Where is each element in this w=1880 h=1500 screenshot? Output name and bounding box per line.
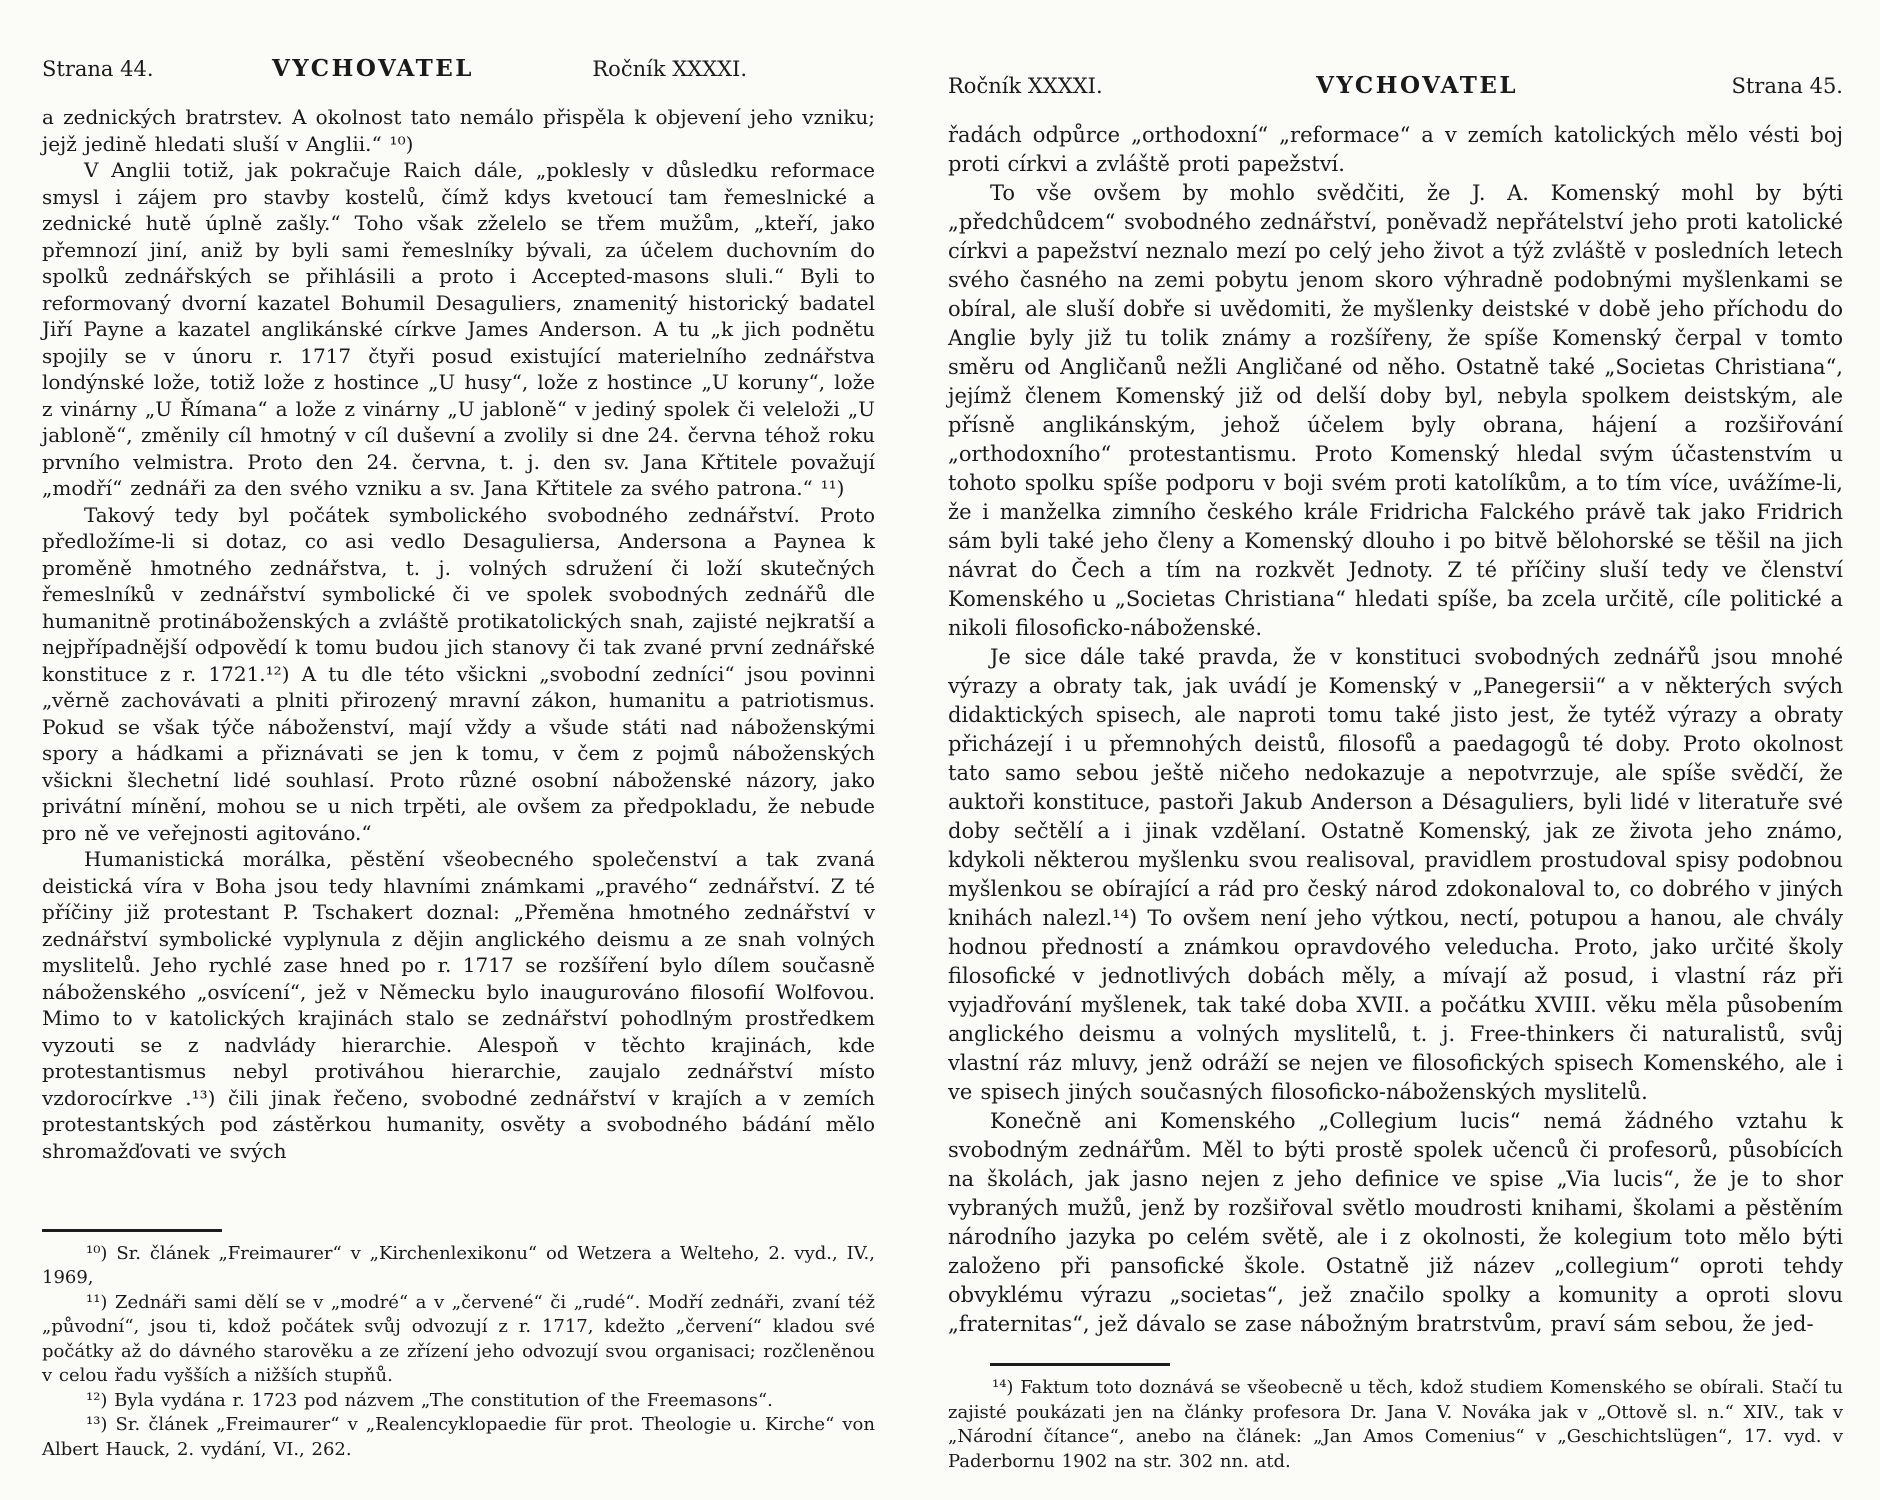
page-left-body (42, 104, 875, 1164)
page-left-header (42, 55, 747, 82)
paragraph: Takový tedy byl počátek symbolického svobodného zednářství. Proto předložíme-li si dotaz, co asi vedlo Desaguliersa, Andersona a Paynea k proměně hmotného zednářstva, t. j. volných sdružení či loží skutečných řemeslníků v zednářství symbolické či ve spolek svobodných zednářů dle humanitně protináboženských a zvláště protikatolických snah, zajisté nejkratší a nejpřípadnější odpovědí k tomu budou jich stanovy či tak zvané první zednářské konstituce z r. 1721.¹²) A tu dle této všickni „svobodní zedníci“ jsou povinni „věrně zachovávati a plniti přirozený mravní zákon, humanitu a patriotismus. Pokud se však týče náboženství, mají vždy a všude státi nad náboženskými spory a hádkami a přiznávati se jen k tomu, v čem z pojmů náboženských všickni šlechetní lidé souhlasí. Proto různé osobní náboženské názory, jako privátní mínění, mohou se u nich trpěti, ale ovšem za předpokladu, že nebude pro ně ve veřejnosti agitováno.“ (42, 502, 875, 845)
paragraph: V Anglii totiž, jak pokračuje Raich dále, „poklesly v důsledku reformace smysl i zájem pro stavby kostelů, čímž kdys kvetoucí tam řemeslnické a zednické hutě úplně zašly.“ Toho však zželelo se třem mužům, „kteří, jako přemnozí jiní, aniž by byli sami řemeslníky bývali, za účelem duchovním do spolků zednářských se přihlásili a proto i Accepted-masons sluli.“ Byli to reformovaný dvorní kazatel Bohumil Desaguliers, znamenitý historický badatel Jiří Payne a kazatel anglikánské církve James Anderson. A tu „k jich podnětu spojily se v únoru r. 1717 čtyři posud existující materielního zednářstva londýnské lože, totiž lože z hostince „U husy“, lože z hostince „U koruny“, lože z vinárny „U Římana“ a lože z vinárny „U jabloně“ v jediný spolek či veleloži „U jabloně“, změnily cíl hmotný v cíl duševní a zvolily si dne 24. června téhož roku prvního velmistra. Proto den 24. června, t. j. den sv. Jana Křtitele považují „modří“ zednáři za den svého vzniku a sv. Jana Křtitele za svého patrona.“ ¹¹) (42, 158, 875, 500)
page-right-footer (948, 1363, 1843, 1474)
paragraph: To vše ovšem by mohlo svědčiti, že J. A. Komenský mohl by býti „předchůdcem“ svobodného zednářství, poněvadž nepřátelství jeho proti katolické církvi a papežství neznalo mezí po celý jeho život a týž zvláště v posledních letech svého časného na zemi pobytu jenom skoro výhradně podobnými myšlenkami se obíral, ale sluší dobře si uvědomiti, že myšlenky deistské v době jeho příchodu do Anglie byly již tu tolik známy a rozšířeny, že spíše Komenský čerpal v tomto směru od Angličanů nežli Angličané od něho. Ostatně také „Societas Christiana“, jejímž členem Komenský již od delší doby byl, nebyla spolkem deistským, ale přísně anglikánským, jehož účelem byly obrana, hájení a rozšiřování „orthodoxního“ protestantismu. Proto Komenský hledal svým účastenstvím u tohoto spolku spíše podporu v boji svém proti katolíkům, a to tím více, uvážíme-li, že i manželka zimního českého krále Fridricha Falckého právě tak jako Fridrich sám byli také jeho členy a Komenský dlouho i po bitvě bělohorské se těšil na jich návrat do Čech a tím na rozkvět Jednoty. Z té příčiny sluší tedy ve členství Komenského u „Societas Christiana“ hledati spíše, ba zcela určitě, cíle politické a nikoli filosoficko-náboženské. (948, 181, 1843, 640)
page-right-footnotes (948, 1376, 1843, 1474)
page-left (42, 55, 875, 1470)
page-right (948, 72, 1843, 1482)
page-left-footer (42, 1229, 875, 1463)
page-number-left: Strana 44. (42, 57, 154, 81)
page-right-body (948, 121, 1843, 1339)
paragraph: řadách odpůrce „orthodoxní“ „reformace“ a v zemích katolických mělo vésti boj proti církvi a zvláště proti papežství. (948, 123, 1843, 176)
page-left-footnotes (42, 1242, 875, 1463)
footnote: ¹²) Byla vydána r. 1723 pod názvem „The constitution of the Freemasons“. (86, 1389, 773, 1411)
paragraph: Je sice dále také pravda, že v konstituci svobodných zednářů jsou mnohé výrazy a obraty tak, jak uvádí je Komenský v „Panegersii“ a v některých svých didaktických spisech, ale naproti tomu také jisto jest, že tytéž výrazy a obraty přicházejí i u přemnohých deistů, filosofů a paedagogů té doby. Proto okolnost tato samo sebou ještě ničeho nedokazuje a nepotvrzuje, ale spíše svědčí, že auktoři konstituce, pastoři Jakub Anderson a Désaguliers, byli lidé v literatuře své doby sečtělí a i jinak vzdělaní. Ostatně Komenský, jak ze života jeho známo, kdykoli některou myšlenku svou realisoval, pravidlem prostudoval spisy podobnou myšlenkou se obírající a rád pro český národ zdokonaloval to, co dobrého v jiných knihách nalezl.¹⁴) To ovšem není jeho výtkou, nectí, potupou a hanou, ale chvály hodnou předností a známkou opravdového veleducha. Proto, jako určité školy filosofické v jednotlivých dobách měly, a mívají až posud, i vlastní ráz při vyjadřování myšlenek, tak také doba XVII. a počátku XVIII. věku měla působením anglického deismu a volných myslitelů, t. j. Free-thinkers či naturalistů, svůj vlastní ráz mluvy, jenž odráží se nejen ve filosofických spisech Komenského, ale i ve spisech jiných současných filosoficko-náboženských myslitelů. (948, 645, 1843, 1104)
footnote-separator (990, 1363, 1170, 1366)
footnote: ¹¹) Zednáři sami dělí se v „modré“ a v „červené“ či „rudé“. Modří zednáři, zvaní též „původní“, jsou ti, kdož počátek svůj odvozují z r. 1717, kdežto „červení“ kladou své počátky až do dávného starověku a ze zřízení jeho odvozují svou organisaci; rozčleněnou v celou řadu vyšších a nižších stupňů. (42, 1291, 875, 1386)
journal-title-left: VYCHOVATEL (271, 55, 474, 82)
footnote: ¹⁰) Sr. článek „Freimaurer“ v „Kirchenlexikonu“ od Wetzera a Welteho, 2. vyd., IV., 1969, (42, 1242, 875, 1288)
volume-label-left: Ročník XXXXI. (592, 57, 747, 81)
paragraph: Humanistická morálka, pěstění všeobecného společenství a tak zvaná deistická víra v Boha jsou tedy hlavními známkami „pravého“ zednářství. Z té příčiny již protestant P. Tschakert doznal: „Přeměna hmotného zednářství v zednářství symbolické vyplynula z dějin anglického deismu a ze snah volných myslitelů. Jeho rychlé zase hned po r. 1717 se rozšíření bylo dílem současně náboženského „osvícení“, jež v Německu bylo inaugurováno filosofií Wolfovou. Mimo to v katolických krajinách stalo se zednářství pohodlným prostředkem vyzouti se z nadvlády hierarchie. Alespoň v těchto krajinách, kde protestantismus nebyl protiváhou hierarchie, zaujalo zednářství místo vzdorocírkve .¹³) čili jinak řečeno, svobodné zednářství v krajích a v zemích protestantských pod zástěrkou humanity, osvěty a svobodného bádání mělo shromažďovati ve svých (42, 847, 875, 1163)
journal-title-right: VYCHOVATEL (1316, 72, 1519, 99)
paragraph: a zednických bratrstev. A okolnost tato nemálo přispěla k objevení jeho vzniku; jejž jedině hledati sluší v Anglii.“ ¹⁰) (42, 105, 875, 156)
page-number-right: Strana 45. (1731, 74, 1843, 98)
paragraph: Konečně ani Komenského „Collegium lucis“ nemá žádného vztahu k svobodným zednářům. Měl to býti prostě spolek učenců či profesorů, působících na školách, jak jasno nejen z jeho definice ve spise „Via lucis“, že je to shor vybraných mužů, jenž by rozšiřoval světlo moudrosti knihami, školami a pěstěním národního jazyka po celém světě, ale i z okolnosti, že kolegium toto mělo býti založeno při pansofické škole. Ostatně již název „collegium“ oproti tehdy obvyklému výrazu „societas“, jež značilo spolky a komunity a oproti slovu „fraternitas“, jež dávalo se zase nábožným bratrstvům, praví sám sebou, že jed- (948, 1109, 1843, 1336)
footnote: ¹³) Sr. článek „Freimaurer“ v „Realencyklopaedie für prot. Theologie u. Kirche“ von Albert Hauck, 2. vydání, VI., 262. (42, 1414, 875, 1460)
page-right-header (948, 72, 1843, 99)
footnote: ¹⁴) Faktum toto doznává se všeobecně u těch, kdož studiem Komenského se obírali. Stačí tu zajisté poukázati jen na články profesora Dr. Jana V. Nováka jak v „Ottově sl. n.“ XIV., tak v „Národní čítance“, anebo na článek: „Jan Amos Comenius“ v „Geschichtslügen“, 17. vyd. v Paderbornu 1902 na str. 302 nn. atd. (948, 1377, 1843, 1472)
volume-label-right: Ročník XXXXI. (948, 74, 1103, 98)
footnote-separator (42, 1229, 222, 1232)
